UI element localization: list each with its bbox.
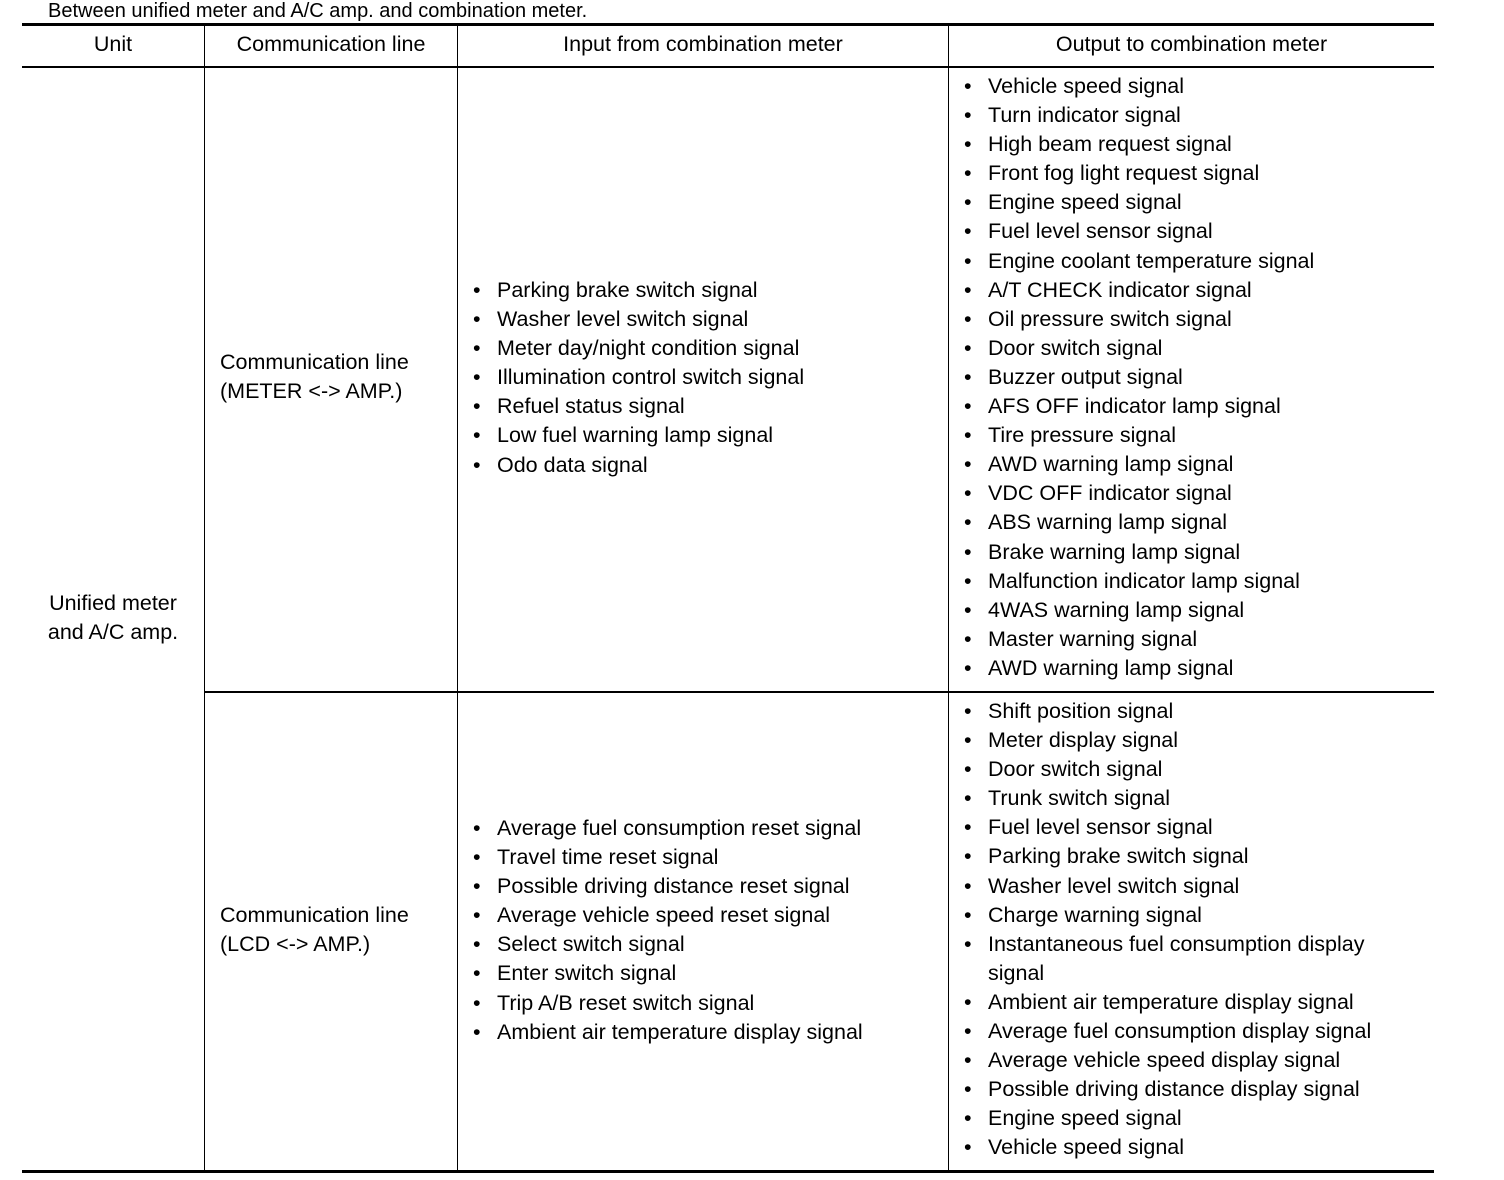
- list-item: • Master warning signal: [964, 625, 1314, 654]
- output-signal-list-meter: [964, 72, 1314, 683]
- list-item: • Engine speed signal: [964, 1104, 1418, 1133]
- list-item: • Door switch signal: [964, 334, 1314, 363]
- header-output: Output to combination meter: [1055, 32, 1328, 56]
- unit-line-2: and A/C amp.: [47, 620, 179, 644]
- list-item: • Washer level switch signal: [473, 305, 804, 334]
- column-divider-2: [457, 26, 458, 1171]
- list-item: • Malfunction indicator lamp signal: [964, 567, 1314, 596]
- list-item: • Odo data signal: [473, 451, 804, 480]
- comm-line-endpoints: (METER <-> AMP.): [220, 379, 403, 403]
- list-item: • Average fuel consumption reset signal: [473, 814, 863, 843]
- list-item: • Travel time reset signal: [473, 843, 863, 872]
- list-item: • Brake warning lamp signal: [964, 538, 1314, 567]
- list-item: • 4WAS warning lamp signal: [964, 596, 1314, 625]
- list-item: • Enter switch signal: [473, 959, 863, 988]
- list-item: • ABS warning lamp signal: [964, 508, 1314, 537]
- unit-line-1: Unified meter: [49, 591, 177, 615]
- list-item: • Fuel level sensor signal: [964, 217, 1314, 246]
- list-item: • Instantaneous fuel consumption display signal: [964, 930, 1418, 988]
- list-item: • Meter day/night condition signal: [473, 334, 804, 363]
- list-item: • Low fuel warning lamp signal: [473, 421, 804, 450]
- list-item: • Turn indicator signal: [964, 101, 1314, 130]
- list-item: • VDC OFF indicator signal: [964, 479, 1314, 508]
- list-item: • Engine speed signal: [964, 188, 1314, 217]
- table-caption: Between unified meter and A/C amp. and combination meter.: [48, 0, 588, 22]
- comm-line-cell-lcd: [220, 901, 409, 959]
- list-item: • Charge warning signal: [964, 901, 1418, 930]
- list-item: • Average fuel consumption display signal: [964, 1017, 1418, 1046]
- list-item: • Average vehicle speed reset signal: [473, 901, 863, 930]
- unit-cell: [22, 589, 204, 647]
- list-item: • Meter display signal: [964, 726, 1418, 755]
- table-top-rule: [22, 23, 1434, 26]
- comm-line-cell-meter: [220, 348, 409, 406]
- list-item: • Possible driving distance reset signal: [473, 872, 863, 901]
- header-unit: Unit: [93, 32, 133, 56]
- list-item: • Front fog light request signal: [964, 159, 1314, 188]
- list-item: • AFS OFF indicator lamp signal: [964, 392, 1314, 421]
- column-divider-3: [948, 26, 949, 1171]
- list-item: • Parking brake switch signal: [473, 276, 804, 305]
- header-bottom-rule: [22, 66, 1434, 68]
- list-item: • Shift position signal: [964, 697, 1418, 726]
- list-item: • Ambient air temperature display signal: [964, 988, 1418, 1017]
- comm-line-endpoints: (LCD <-> AMP.): [220, 932, 371, 956]
- comm-line-label: Communication line: [220, 350, 409, 374]
- list-item: • Vehicle speed signal: [964, 1133, 1418, 1162]
- list-item: • Trip A/B reset switch signal: [473, 989, 863, 1018]
- column-divider-1: [204, 26, 205, 1171]
- list-item: • Average vehicle speed display signal: [964, 1046, 1418, 1075]
- list-item: • A/T CHECK indicator signal: [964, 276, 1314, 305]
- list-item: • Parking brake switch signal: [964, 842, 1418, 871]
- list-item: • Ambient air temperature display signal: [473, 1018, 863, 1047]
- list-item: • Oil pressure switch signal: [964, 305, 1314, 334]
- list-item: • Select switch signal: [473, 930, 863, 959]
- list-item: • Door switch signal: [964, 755, 1418, 784]
- list-item: • Washer level switch signal: [964, 872, 1418, 901]
- list-item: • AWD warning lamp signal: [964, 654, 1314, 683]
- table-bottom-rule: [22, 1170, 1434, 1173]
- input-signal-list-meter: [473, 276, 804, 480]
- list-item: • High beam request signal: [964, 130, 1314, 159]
- list-item: • Buzzer output signal: [964, 363, 1314, 392]
- list-item: • Engine coolant temperature signal: [964, 247, 1314, 276]
- header-input: Input from combination meter: [563, 32, 843, 56]
- output-signal-list-lcd: [964, 697, 1418, 1163]
- list-item: • Illumination control switch signal: [473, 363, 804, 392]
- list-item: • Fuel level sensor signal: [964, 813, 1418, 842]
- row-divider: [204, 691, 1434, 693]
- input-signal-list-lcd: [473, 814, 863, 1047]
- list-item: • AWD warning lamp signal: [964, 450, 1314, 479]
- comm-line-label: Communication line: [220, 903, 409, 927]
- list-item: • Possible driving distance display signal: [964, 1075, 1418, 1104]
- list-item: • Trunk switch signal: [964, 784, 1418, 813]
- list-item: • Tire pressure signal: [964, 421, 1314, 450]
- header-communication-line: Communication line: [236, 32, 426, 56]
- list-item: • Vehicle speed signal: [964, 72, 1314, 101]
- list-item: • Refuel status signal: [473, 392, 804, 421]
